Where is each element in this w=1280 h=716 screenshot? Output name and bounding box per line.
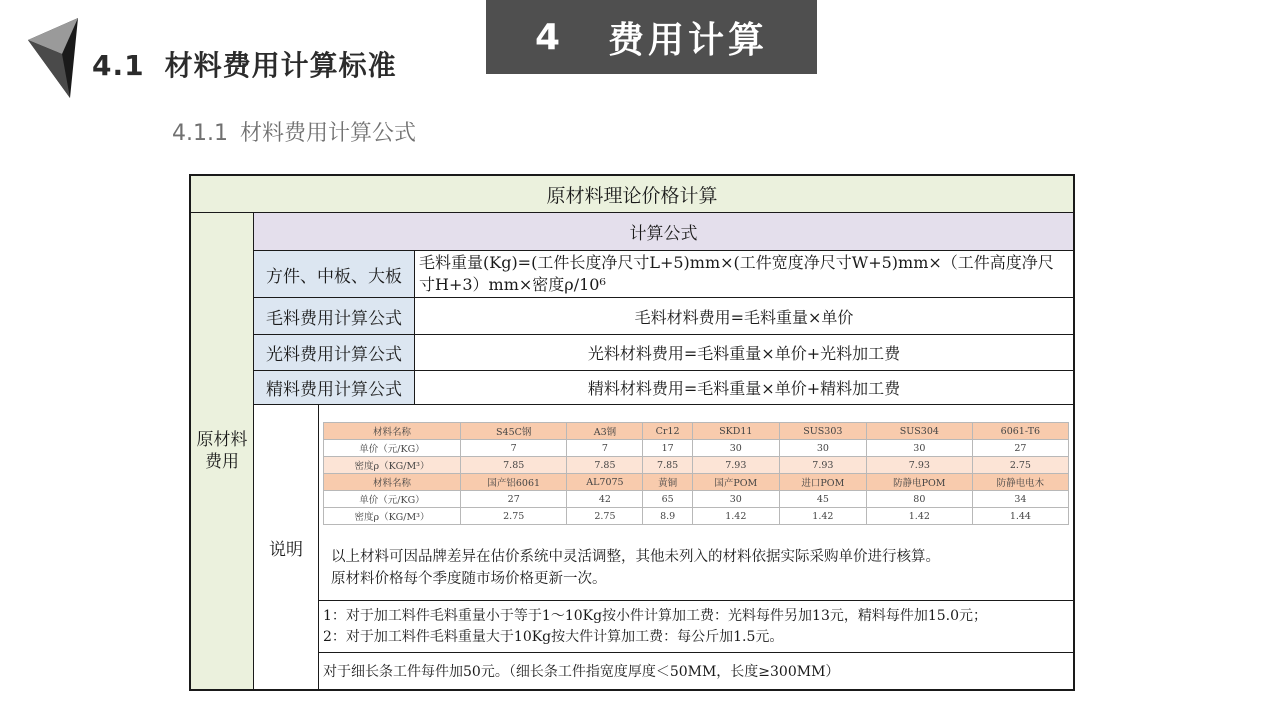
- materials-price-row-1: [324, 440, 1069, 457]
- materials-density-row-2: [324, 508, 1069, 525]
- table-cell: 1.44: [972, 508, 1068, 525]
- table-cell: SUS303: [779, 423, 866, 440]
- banner-title: 费用计算: [608, 19, 769, 61]
- note-line-2: 原材料价格每个季度随市场价格更新一次。: [331, 571, 607, 587]
- row-label-block: 方件、中板、大板: [254, 251, 415, 298]
- table-cell: 单价（元/KG）: [324, 440, 461, 457]
- processing-fee-box: [319, 601, 1073, 653]
- side-label-text: 原材料 费用: [196, 430, 248, 472]
- table-cell: 80: [866, 491, 972, 508]
- table-cell: 30: [866, 440, 972, 457]
- table-cell: 2.75: [972, 457, 1068, 474]
- chapter-banner: [486, 0, 817, 74]
- table-cell: 30: [692, 440, 779, 457]
- materials-density-row-1: [324, 457, 1069, 474]
- table-cell: AL7075: [567, 474, 643, 491]
- table-cell: 单价（元/KG）: [324, 491, 461, 508]
- table-cell: 1.42: [866, 508, 972, 525]
- row-label-finished: 光料费用计算公式: [254, 335, 415, 371]
- section-title: 材料费用计算标准: [164, 49, 397, 82]
- table-cell: SKD11: [692, 423, 779, 440]
- section-number: 4.1: [92, 49, 145, 82]
- table-cell: 65: [643, 491, 692, 508]
- row-value-precision: 精料材料费用=毛料重量×单价+精料加工费: [415, 371, 1073, 405]
- row-label-precision: 精料费用计算公式: [254, 371, 415, 405]
- table-cell: 7.85: [567, 457, 643, 474]
- table-cell: 1.42: [779, 508, 866, 525]
- banner-number: 4: [534, 16, 565, 58]
- strip-note-box: [319, 653, 1073, 689]
- subsection-heading: [172, 116, 416, 147]
- table-cell: 密度ρ（KG/M³）: [324, 508, 461, 525]
- table-cell: 2.75: [461, 508, 567, 525]
- table-cell: 国产铝6061: [461, 474, 567, 491]
- table-cell: 34: [972, 491, 1068, 508]
- side-label: [191, 213, 254, 689]
- table-cell: Cr12: [643, 423, 692, 440]
- table-cell: 7: [461, 440, 567, 457]
- table-cell: 防静电POM: [866, 474, 972, 491]
- table-cell: 7.85: [461, 457, 567, 474]
- table-cell: 密度ρ（KG/M³）: [324, 457, 461, 474]
- table-title: 原材料理论价格计算: [191, 176, 1073, 213]
- materials-header-row-2: [324, 474, 1069, 491]
- table-cell: 42: [567, 491, 643, 508]
- table-cell: 2.75: [567, 508, 643, 525]
- formula-header: 计算公式: [254, 213, 1073, 251]
- table-cell: 国产POM: [692, 474, 779, 491]
- note-line-1: 以上材料可因品牌差异在估价系统中灵活调整，其他未列入的材料依据实际采购单价进行核算。: [331, 549, 940, 565]
- table-cell: 6061-T6: [972, 423, 1068, 440]
- processing-line-2: 2：对于加工料件毛料重量大于10Kg按大件计算加工费：每公斤加1.5元。: [323, 628, 784, 645]
- processing-line-1: 1：对于加工料件毛料重量小于等于1～10Kg按小件计算加工费：光料每件另加13元，精料每件加15.0元；: [323, 607, 988, 624]
- table-cell: 7: [567, 440, 643, 457]
- row-label-raw: 毛料费用计算公式: [254, 298, 415, 335]
- materials-price-row-2: [324, 491, 1069, 508]
- table-cell: 材料名称: [324, 423, 461, 440]
- table-cell: S45C钢: [461, 423, 567, 440]
- materials-note-text: [331, 546, 940, 590]
- subsection-title: 材料费用计算公式: [239, 121, 416, 146]
- materials-price-table: [323, 422, 1069, 525]
- table-cell: 材料名称: [324, 474, 461, 491]
- materials-header-row-1: [324, 423, 1069, 440]
- table-cell: 8.9: [643, 508, 692, 525]
- table-cell: 27: [972, 440, 1068, 457]
- subsection-number: 4.1.1: [172, 121, 228, 146]
- table-cell: SUS304: [866, 423, 972, 440]
- strip-note: 对于细长条工件每件加50元。（细长条工件指宽度厚度＜50MM，长度≥300MM）: [323, 664, 840, 680]
- table-cell: 27: [461, 491, 567, 508]
- row-value-raw: 毛料材料费用=毛料重量×单价: [415, 298, 1073, 335]
- table-cell: 30: [779, 440, 866, 457]
- table-cell: 30: [692, 491, 779, 508]
- table-cell: 1.42: [692, 508, 779, 525]
- row-value-block-formula: 毛料重量(Kg)=(工件长度净尺寸L+5)mm×(工件宽度净尺寸W+5)mm×（工件高度净尺寸H+3）mm×密度ρ/10⁶: [415, 251, 1073, 298]
- note-label: 说明: [254, 405, 319, 689]
- table-cell: 7.93: [866, 457, 972, 474]
- table-cell: 17: [643, 440, 692, 457]
- table-cell: A3钢: [567, 423, 643, 440]
- material-price-table: [189, 174, 1075, 691]
- section-heading: [92, 44, 397, 84]
- row-value-finished: 光料材料费用=毛料重量×单价+光料加工费: [415, 335, 1073, 371]
- table-cell: 进口POM: [779, 474, 866, 491]
- table-cell: 45: [779, 491, 866, 508]
- table-cell: 7.85: [643, 457, 692, 474]
- table-cell: 7.93: [779, 457, 866, 474]
- table-cell: 7.93: [692, 457, 779, 474]
- table-cell: 防静电电木: [972, 474, 1068, 491]
- table-cell: 黄铜: [643, 474, 692, 491]
- logo-icon: [24, 12, 86, 100]
